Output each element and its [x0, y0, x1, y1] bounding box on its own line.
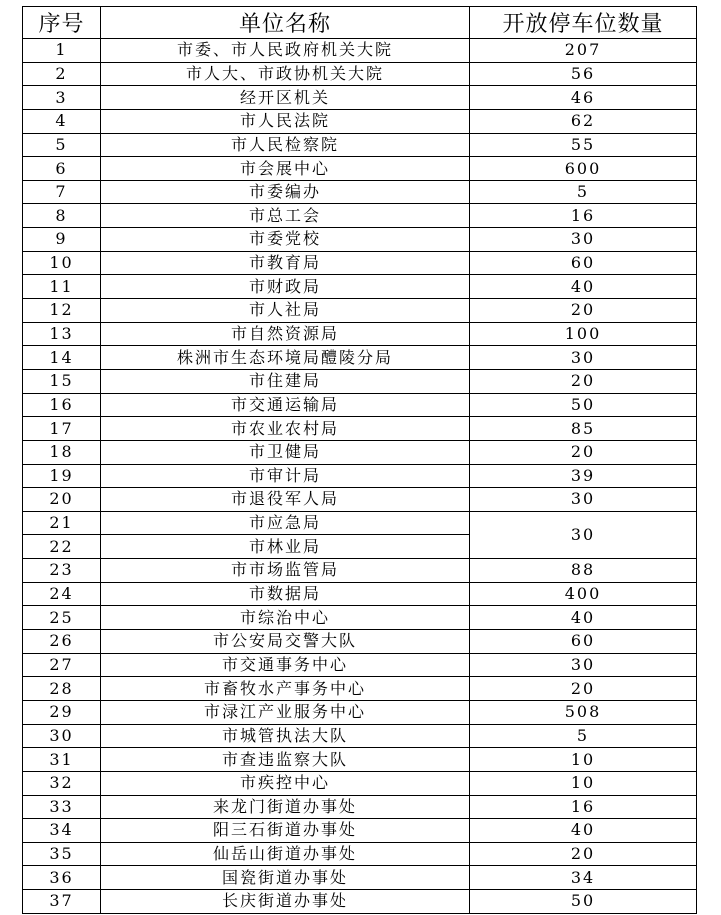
row-unit-name: 长庆街道办事处 [101, 890, 470, 914]
row-index: 2 [23, 62, 101, 86]
row-parking-count: 30 [470, 346, 697, 370]
row-unit-name: 市会展中心 [101, 157, 470, 181]
row-parking-count: 20 [470, 369, 697, 393]
row-unit-name: 市财政局 [101, 275, 470, 299]
row-parking-count: 16 [470, 795, 697, 819]
row-parking-count: 40 [470, 275, 697, 299]
row-unit-name: 市人民法院 [101, 109, 470, 133]
row-index: 15 [23, 369, 101, 393]
row-index: 30 [23, 724, 101, 748]
row-unit-name: 国瓷街道办事处 [101, 866, 470, 890]
table-row [23, 133, 697, 157]
row-parking-count: 60 [470, 251, 697, 275]
row-index: 34 [23, 819, 101, 843]
header-index: 序号 [23, 7, 101, 39]
table-row [23, 890, 697, 914]
row-unit-name: 市卫健局 [101, 440, 470, 464]
row-index: 22 [23, 535, 101, 559]
row-unit-name: 市教育局 [101, 251, 470, 275]
table-row [23, 228, 697, 252]
row-index: 16 [23, 393, 101, 417]
table-row [23, 511, 697, 535]
row-unit-name: 仙岳山街道办事处 [101, 842, 470, 866]
row-unit-name: 市委、市人民政府机关大院 [101, 39, 470, 63]
row-parking-count: 30 [470, 653, 697, 677]
table-row [23, 819, 697, 843]
row-unit-name: 市应急局 [101, 511, 470, 535]
row-unit-name: 市人社局 [101, 299, 470, 323]
row-unit-name: 株洲市生态环境局醴陵分局 [101, 346, 470, 370]
row-parking-count: 50 [470, 890, 697, 914]
row-parking-count: 20 [470, 299, 697, 323]
row-index: 12 [23, 299, 101, 323]
table-row [23, 464, 697, 488]
row-index: 24 [23, 582, 101, 606]
table-row [23, 39, 697, 63]
table-row [23, 62, 697, 86]
table-row [23, 795, 697, 819]
table-row [23, 86, 697, 110]
row-index: 8 [23, 204, 101, 228]
row-unit-name: 市数据局 [101, 582, 470, 606]
row-index: 25 [23, 606, 101, 630]
row-parking-count: 34 [470, 866, 697, 890]
row-parking-count: 100 [470, 322, 697, 346]
row-parking-count: 30 [470, 228, 697, 252]
table-row [23, 582, 697, 606]
row-parking-count: 20 [470, 677, 697, 701]
row-parking-count: 60 [470, 630, 697, 654]
row-unit-name: 市城管执法大队 [101, 724, 470, 748]
table-row [23, 157, 697, 181]
table-row [23, 866, 697, 890]
table-row [23, 677, 697, 701]
row-unit-name: 市退役军人局 [101, 488, 470, 512]
row-parking-count: 85 [470, 417, 697, 441]
row-parking-count: 5 [470, 724, 697, 748]
row-index: 28 [23, 677, 101, 701]
header-parking-count: 开放停车位数量 [470, 7, 697, 39]
row-parking-count: 39 [470, 464, 697, 488]
row-index: 31 [23, 748, 101, 772]
table-row [23, 842, 697, 866]
table-row [23, 724, 697, 748]
row-unit-name: 市住建局 [101, 369, 470, 393]
row-parking-count: 50 [470, 393, 697, 417]
row-unit-name: 市市场监管局 [101, 559, 470, 583]
row-unit-name: 市交通运输局 [101, 393, 470, 417]
table-row [23, 630, 697, 654]
row-parking-count: 55 [470, 133, 697, 157]
row-unit-name: 来龙门街道办事处 [101, 795, 470, 819]
table-row [23, 180, 697, 204]
row-index: 23 [23, 559, 101, 583]
row-unit-name: 市综治中心 [101, 606, 470, 630]
row-parking-count: 30 [470, 488, 697, 512]
row-unit-name: 市林业局 [101, 535, 470, 559]
row-index: 19 [23, 464, 101, 488]
row-index: 29 [23, 700, 101, 724]
row-parking-count: 20 [470, 440, 697, 464]
table-row [23, 653, 697, 677]
table-header [23, 7, 697, 39]
row-parking-count: 46 [470, 86, 697, 110]
table-row [23, 606, 697, 630]
row-index: 11 [23, 275, 101, 299]
header-unit-name: 单位名称 [101, 7, 470, 39]
table-row [23, 440, 697, 464]
row-unit-name: 市查违监察大队 [101, 748, 470, 772]
row-index: 20 [23, 488, 101, 512]
row-index: 6 [23, 157, 101, 181]
row-parking-count: 88 [470, 559, 697, 583]
table-row [23, 700, 697, 724]
row-index: 3 [23, 86, 101, 110]
row-unit-name: 市疾控中心 [101, 771, 470, 795]
row-parking-count: 40 [470, 606, 697, 630]
row-index: 1 [23, 39, 101, 63]
row-index: 21 [23, 511, 101, 535]
row-unit-name: 市委党校 [101, 228, 470, 252]
row-index: 36 [23, 866, 101, 890]
parking-table [22, 6, 697, 914]
row-index: 26 [23, 630, 101, 654]
table-body [23, 39, 697, 914]
row-index: 7 [23, 180, 101, 204]
row-unit-name: 市人大、市政协机关大院 [101, 62, 470, 86]
row-parking-count: 10 [470, 771, 697, 795]
table-row [23, 559, 697, 583]
row-unit-name: 市委编办 [101, 180, 470, 204]
table-row [23, 748, 697, 772]
table-row [23, 109, 697, 133]
row-index: 13 [23, 322, 101, 346]
row-unit-name: 阳三石街道办事处 [101, 819, 470, 843]
table-row [23, 771, 697, 795]
row-index: 14 [23, 346, 101, 370]
table-row [23, 204, 697, 228]
row-parking-count: 400 [470, 582, 697, 606]
row-unit-name: 市农业农村局 [101, 417, 470, 441]
row-unit-name: 市公安局交警大队 [101, 630, 470, 654]
row-parking-count: 56 [470, 62, 697, 86]
row-index: 18 [23, 440, 101, 464]
table-row [23, 251, 697, 275]
row-index: 10 [23, 251, 101, 275]
table-row [23, 488, 697, 512]
row-parking-count: 10 [470, 748, 697, 772]
row-index: 37 [23, 890, 101, 914]
row-parking-count: 20 [470, 842, 697, 866]
table-row [23, 369, 697, 393]
row-index: 9 [23, 228, 101, 252]
row-parking-count: 62 [470, 109, 697, 133]
row-parking-count: 207 [470, 39, 697, 63]
table-row [23, 393, 697, 417]
table-row [23, 275, 697, 299]
header-row [23, 7, 697, 39]
row-unit-name: 市审计局 [101, 464, 470, 488]
row-index: 27 [23, 653, 101, 677]
row-index: 35 [23, 842, 101, 866]
row-unit-name: 市畜牧水产事务中心 [101, 677, 470, 701]
row-parking-count: 40 [470, 819, 697, 843]
row-unit-name: 市总工会 [101, 204, 470, 228]
row-index: 5 [23, 133, 101, 157]
row-parking-count: 5 [470, 180, 697, 204]
table-row [23, 346, 697, 370]
table-row [23, 299, 697, 323]
row-index: 4 [23, 109, 101, 133]
row-parking-count: 16 [470, 204, 697, 228]
row-parking-count: 508 [470, 700, 697, 724]
table-row [23, 417, 697, 441]
row-index: 32 [23, 771, 101, 795]
row-index: 33 [23, 795, 101, 819]
row-unit-name: 市渌江产业服务中心 [101, 700, 470, 724]
row-unit-name: 市人民检察院 [101, 133, 470, 157]
row-unit-name: 经开区机关 [101, 86, 470, 110]
row-unit-name: 市交通事务中心 [101, 653, 470, 677]
table-row [23, 322, 697, 346]
row-parking-count: 600 [470, 157, 697, 181]
row-unit-name: 市自然资源局 [101, 322, 470, 346]
row-index: 17 [23, 417, 101, 441]
row-parking-count: 30 [470, 511, 697, 558]
